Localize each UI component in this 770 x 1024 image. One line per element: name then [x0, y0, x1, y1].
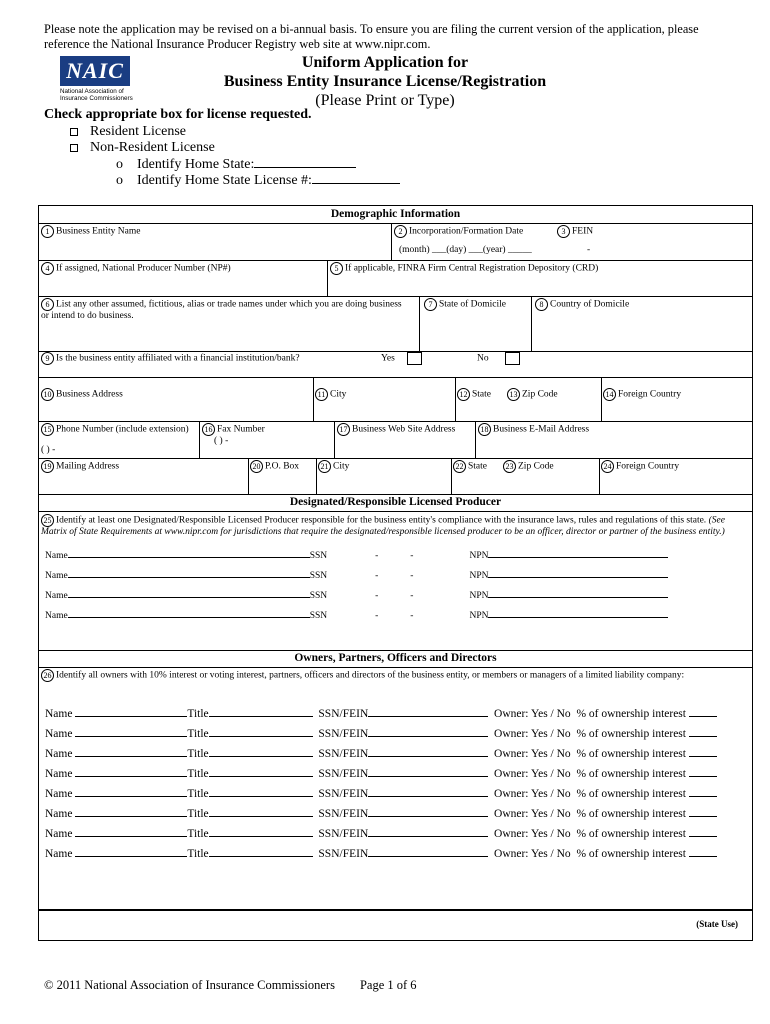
page-title: Uniform Application for Business Entity Insurance License/Registration (Please Print or Type)	[223, 54, 547, 109]
trade-names-field[interactable]: 6 List any other assumed, fictitious, alias or trade names under which you are doing business or intend to do business.	[41, 299, 402, 321]
producer-row[interactable]: Name SSN - - NPN	[45, 551, 668, 561]
email-field[interactable]: 18 Business E-Mail Address	[478, 423, 589, 436]
owner-row[interactable]: Name Title SSN/FEIN Owner: Yes / No % of ownership interest	[45, 768, 717, 780]
state-use-label: (State Use)	[696, 919, 738, 929]
designated-producer-instructions: 25 Identify at least one Designated/Responsible Licensed Producer responsible for the business entity's compliance with the insurance laws, rules and regulations of this state. (See Matrix of State Requirements at www.nipr.com for jurisdictions that require the designated/responsible licensed producer to be an officer, director or partner of the business entity.)	[41, 515, 725, 537]
website-field[interactable]: 17 Business Web Site Address	[337, 423, 455, 436]
license-check-heading: Check appropriate box for license requested.	[44, 107, 312, 122]
owners-heading: Owners, Partners, Officers and Directors	[294, 652, 497, 664]
incorporation-date-field[interactable]: 2 Incorporation/Formation Date	[394, 225, 523, 238]
owner-row[interactable]: Name Title SSN/FEIN Owner: Yes / No % of ownership interest	[45, 788, 717, 800]
resident-license-option[interactable]: Resident License	[70, 124, 186, 140]
mailing-zip-field[interactable]: 23 Zip Code	[503, 460, 554, 473]
owner-row[interactable]: Name Title SSN/FEIN Owner: Yes / No % of ownership interest	[45, 808, 717, 820]
fein-field[interactable]: 3 FEIN	[557, 225, 593, 238]
demographic-heading: Demographic Information	[330, 208, 461, 220]
checkbox-icon	[505, 352, 520, 365]
producer-row[interactable]: Name SSN - - NPN	[45, 571, 668, 581]
owner-row[interactable]: Name Title SSN/FEIN Owner: Yes / No % of ownership interest	[45, 728, 717, 740]
npn-field[interactable]: 4 If assigned, National Producer Number (NP#)	[41, 262, 231, 275]
application-form: Demographic Information 1 Business Entity Name 2 Incorporation/Formation Date (month) ___(day) ___(year) _____ 3 FEIN - 4 If assigned, National Producer Number (NP#) 5 If applicable, FINRA Firm Central Registration Depository (CRD) 6 List any other assumed, fictitious, alias or trade names under which you are doing business or intend to do business. 7 State of Domicile 8 Country of Domicile 9 Is the business entity affiliated with a financial institution/bank? Yes No 10 Business Address 11 City 12 State 13 Zip Code 14 Foreign Country 15 Phone Number (include extension) ( ) - 16 Fax Number ( ) - 17 Business Web Site Address 18 Business E-Mail Address 19 Mailing Address 20 P.O. Box 21 City 22 State 23 Zip Code 24 Foreign Country Designated/Responsible Licensed Producer 25 Identify at least one Designated/Responsible Licensed Producer responsible for the business entity's compliance with the insurance laws, rules and regulations of this state. (See Matrix of State Requirements at www.nipr.com for jurisdictions that require the designated/responsible licensed producer to be an officer, director or partner of the business entity.) Name SSN - - NPN Name SSN - - NPN Name SSN - - NPN Name SSN - - NPN Owners, Partners, Officers and Directors 26 Identify all owners with 10% interest or voting interest, partners, officers and directors of the business entity, or members or managers of a limited liability company: Name Title SSN/FEIN Owner: Yes / No % of ownership interest Name Title SSN/FEIN Owner: Yes / No % of ownership interest Name Title SSN/FEIN Owner: Yes / No % of ownership interest Name Title SSN/FEIN Owner: Yes / No % of ownership interest Name Title SSN/FEIN Owner: Yes / No % of ownership interest Name Title SSN/FEIN Owner: Yes / No % of ownership interest Name Title SSN/FEIN Owner: Yes / No % of ownership interest Name Title SSN/FEIN Owner: Yes / No % of ownership interest (State Use)	[38, 205, 753, 941]
owner-row[interactable]: Name Title SSN/FEIN Owner: Yes / No % of ownership interest	[45, 748, 717, 760]
incorporation-date-hint: (month) ___(day) ___(year) _____	[399, 245, 532, 255]
checkbox-icon	[407, 352, 422, 365]
owners-instructions: 26 Identify all owners with 10% interest or voting interest, partners, officers and directors of the business entity, or members or managers of a limited liability company:	[41, 669, 746, 682]
producer-row[interactable]: Name SSN - - NPN	[45, 591, 668, 601]
owner-row[interactable]: Name Title SSN/FEIN Owner: Yes / No % of ownership interest	[45, 828, 717, 840]
home-state-field[interactable]: o Identify Home State:	[116, 157, 356, 173]
crd-field[interactable]: 5 If applicable, FINRA Firm Central Registration Depository (CRD)	[330, 262, 598, 275]
logo-mark: NAIC	[60, 56, 130, 86]
mailing-state-field[interactable]: 22 State	[453, 460, 487, 473]
phone-number-field[interactable]: 15 Phone Number (include extension)	[41, 423, 191, 436]
home-state-license-field[interactable]: o Identify Home State License #:	[116, 173, 400, 189]
owner-row[interactable]: Name Title SSN/FEIN Owner: Yes / No % of ownership interest	[45, 708, 717, 720]
mailing-city-field[interactable]: 21 City	[318, 460, 349, 473]
revision-notice: Please note the application may be revised on a bi-annual basis. To ensure you are filing the current version of the application, please reference the National Insurance Producer Registry web site at www.nipr.com.	[44, 22, 699, 51]
foreign-country-field[interactable]: 14 Foreign Country	[603, 388, 681, 401]
nonresident-license-option[interactable]: Non-Resident License	[70, 140, 215, 156]
owner-row[interactable]: Name Title SSN/FEIN Owner: Yes / No % of ownership interest	[45, 848, 717, 860]
country-of-domicile-field[interactable]: 8 Country of Domicile	[535, 298, 629, 311]
checkbox-icon[interactable]	[70, 144, 78, 152]
state-field[interactable]: 12 State	[457, 388, 491, 401]
zip-code-field[interactable]: 13 Zip Code	[507, 388, 558, 401]
checkbox-icon[interactable]	[70, 128, 78, 136]
business-entity-name-field[interactable]: 1 Business Entity Name	[41, 225, 140, 238]
producer-row[interactable]: Name SSN - - NPN	[45, 611, 668, 621]
fax-number-field[interactable]: 16 Fax Number	[202, 423, 265, 436]
designated-producer-heading: Designated/Responsible Licensed Producer	[289, 496, 502, 508]
bank-affiliation-no[interactable]: No	[477, 352, 520, 365]
footer: © 2011 National Association of Insurance Commissioners Page 1 of 6	[44, 978, 417, 992]
naic-logo	[60, 56, 132, 106]
mailing-address-field[interactable]: 19 Mailing Address	[41, 460, 119, 473]
business-address-field[interactable]: 10 Business Address	[41, 388, 123, 401]
po-box-field[interactable]: 20 P.O. Box	[250, 460, 299, 473]
bank-affiliation-yes[interactable]: Yes	[381, 352, 422, 365]
city-field[interactable]: 11 City	[315, 388, 346, 401]
logo-caption: National Association of Insurance Commissioners	[60, 88, 133, 102]
state-of-domicile-field[interactable]: 7 State of Domicile	[424, 298, 506, 311]
mailing-foreign-country-field[interactable]: 24 Foreign Country	[601, 460, 679, 473]
bank-affiliation-question: 9 Is the business entity affiliated with a financial institution/bank?	[41, 352, 300, 365]
